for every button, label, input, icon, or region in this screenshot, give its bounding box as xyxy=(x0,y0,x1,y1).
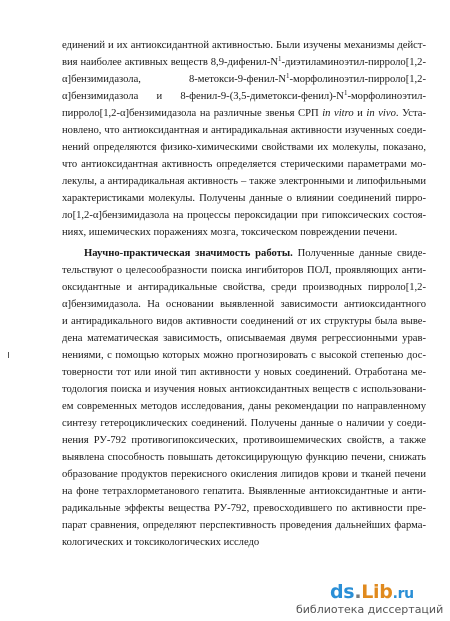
section-heading: Научно-практическая значимость работы. xyxy=(84,248,293,259)
text-line: ниях, ишемических поражениях мозга, токсическом повреждении печени. xyxy=(62,227,398,238)
text-line: единений и их антиоксидантной активностью. Были изучены механизмы дейст- xyxy=(62,40,426,51)
text-line: оксидантные и антирадикальные свойства, среди производных пирроло[1,2- xyxy=(62,282,426,293)
text-line: синтезу гетероциклических соединений. Получены данные о наличии у соеди- xyxy=(62,418,426,429)
text-line: вия наиболее активных веществ $8,9-дифенил-N^1-диэтиламиноэтил-пирроло[1,2-$ xyxy=(62,55,426,68)
margin-mark xyxy=(8,352,12,358)
text-line: товерности тот или иной тип активности у новых соединений. Отработана ме- xyxy=(62,367,426,378)
text-line: парат сравнения, определяют перспективность проведения дальнейших фарма- xyxy=(62,520,426,531)
text-line: тельствуют о целесообразности поиска ингибиторов ПОЛ, проявляющих анти- xyxy=(62,265,426,276)
text-line: лекулы, а антирадикальная активность – также электронными и липофильными xyxy=(62,176,426,187)
text-line: новлено, что антиоксидантная и антирадикальная активности изученных соеди- xyxy=(62,125,426,136)
text-line: и антирадикального видов активности соединений от их структуры была выве- xyxy=(62,316,426,327)
text-line: характеристиками молекулы. Получены данные о влиянии соединений пирро- xyxy=(62,193,426,204)
text-line: нения РУ-792 противогипоксических, противоишемических свойств, а также xyxy=(62,435,426,446)
text-line: нений определяются физико-химическими свойствами их молекулы, показано, xyxy=(62,142,426,153)
text-line: выявлена способность повышать детоксицирующую функцию печени, снижать xyxy=(62,452,426,463)
text-line: пирроло[1,2-α]бензимидазола на различные звенья СРП in vitro и in vivo. Уста- xyxy=(62,108,427,119)
text-line: нениями, с помощью которых можно прогнозировать с высокой степенью дос- xyxy=(62,350,426,361)
text-line: ло[1,2-α]бензимидазола на процессы пероксидации при гипоксических состоя- xyxy=(62,210,426,221)
text-line: образование продуктов перекисного окисления липидов крови и тканей печени xyxy=(62,469,426,480)
text-line: радикальные эффекты вещества РУ-792, превосходившего по активности пре- xyxy=(62,503,426,514)
text-line: кологических и токсикологических исследо xyxy=(62,537,260,548)
watermark-caption: библиотека диссертаций xyxy=(296,603,444,616)
text-line: тодология поиска и изучения новых антиоксидантных веществ с использовани- xyxy=(62,384,426,395)
dslib-logo[interactable]: ds.Lib.ru xyxy=(330,581,414,603)
text-line: на фоне тетрахлорметанового гепатита. Выявленные антиоксидантные и анти- xyxy=(62,486,426,497)
section-heading-line: Научно-практическая значимость работы. Полученные данные свиде- xyxy=(84,248,426,259)
text-line: α]бензимидазола. На основании выявленной зависимости антиоксидантного xyxy=(62,299,426,310)
text-line: α]бензимидазола, $8-метокси-9-фенил-N^1-морфолиноэтил-пирроло[1,2-$ xyxy=(62,72,426,85)
text-line: что антиоксидантная активность определяется стерическими параметрами мо- xyxy=(62,159,426,170)
text-line: α]бензимидазола и $8-фенил-9-(3,5-диметокси-фенил)-N^1-морфолиноэтил-$ xyxy=(62,89,426,102)
text-line: ем современных методов исследования, даны рекомендации по направленному xyxy=(62,401,426,412)
text-line: дена математическая зависимость, описываемая двумя регрессионными урав- xyxy=(62,333,426,344)
